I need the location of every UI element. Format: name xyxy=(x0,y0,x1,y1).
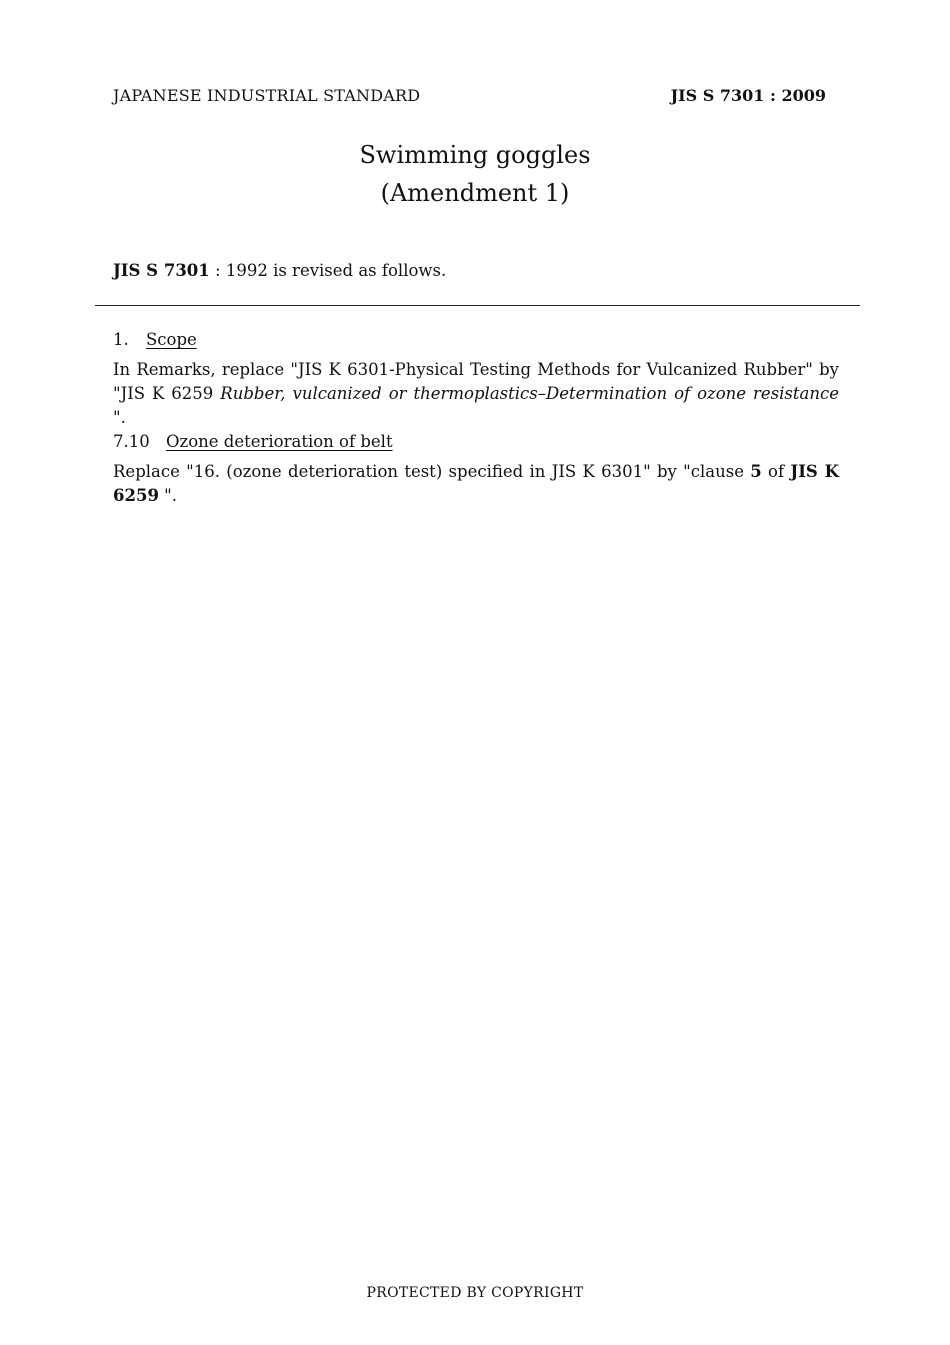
section-scope xyxy=(113,330,839,430)
body-text-part: ". xyxy=(113,408,126,427)
section-number: 1. xyxy=(113,330,129,349)
body-text-part: Replace "16. (ozone deterioration test) specified in JIS K 6301" by "clause xyxy=(113,462,751,481)
section-number: 7.10 xyxy=(113,432,150,451)
section-body xyxy=(113,358,839,430)
body-text-bold: JIS K 6259 xyxy=(113,462,839,505)
section-ozone-deterioration xyxy=(113,432,839,508)
title-line-2: (Amendment 1) xyxy=(380,179,570,207)
footer-copyright: PROTECTED BY COPYRIGHT xyxy=(366,1285,584,1301)
section-heading xyxy=(113,432,839,451)
body-text-part: In Remarks, replace "JIS K 6301-Physical Testing Methods for Vulcanized Rubber" by "JIS K 6259 xyxy=(113,360,839,403)
body-text-part: ". xyxy=(158,486,178,505)
title-line-1: Swimming goggles xyxy=(359,141,591,169)
section-heading xyxy=(113,330,839,349)
header-standard-number: JIS S 7301 : 2009 xyxy=(670,86,826,105)
intro-reference: JIS S 7301 xyxy=(113,261,210,280)
section-body xyxy=(113,460,839,508)
body-text-bold: 5 xyxy=(750,462,762,481)
divider-line xyxy=(95,305,860,306)
section-title: Scope xyxy=(146,330,197,349)
intro-statement xyxy=(113,261,446,280)
body-text-italic: Rubber, vulcanized or thermoplastics–Determination of ozone resistance xyxy=(220,384,839,403)
document-title xyxy=(0,136,950,212)
body-text-part: of xyxy=(761,462,791,481)
intro-rest: : 1992 is revised as follows. xyxy=(209,261,447,280)
section-title: Ozone deterioration of belt xyxy=(166,432,393,451)
header-standard-name: JAPANESE INDUSTRIAL STANDARD xyxy=(113,86,421,105)
